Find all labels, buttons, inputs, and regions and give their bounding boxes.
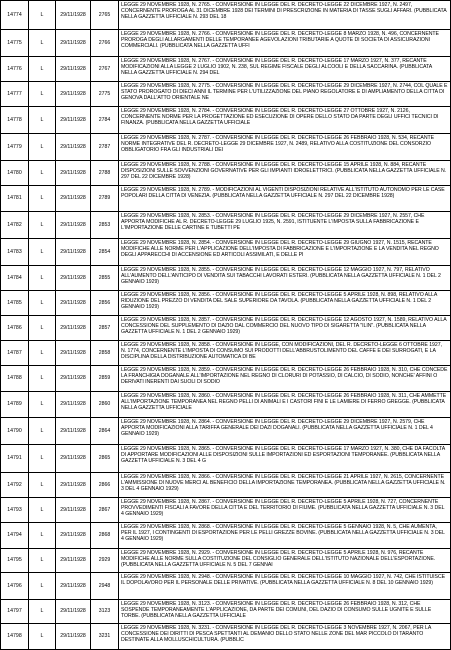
act-description: LEGGE 29 NOVEMBRE 1928, N. 2859. - CONVERSIONE IN LEGGE DEL R. DECRETO-LEGGE 26 FEBBRAIO 1928, N. 310, CHE CONCEDE LA FRANCHIGIA DOGANALE ALL'IMPORTAZIONE NEL REGNO DI CLORURI DI POTASSIO, DI CALCIO, DI SODIO, NONCHE' AFFINI O DERIVATI INERENTI DAI SUOLI DI SODIO — [121, 367, 448, 386]
act-type: L — [29, 600, 56, 623]
act-type: L — [29, 1, 56, 29]
act-description: LEGGE 29 NOVEMBRE 1928, N. 2854. - CONVERSIONE IN LEGGE DEL R. DECRETO-LEGGE 29 GIUGNO 1927, N. 1515, RECANTE MODIFICHE ALLE NORME PER L'APPLICAZIONE DELL'IMPOSTA DI FABBRICAZIONE E L'IMPORTAZIONE E LA VENDITA NEL REGNO DEGLI APPARECCHI DI ACCENSIONE ED ARTICOLI ASSIMILATI, E DELLE PI — [121, 240, 439, 259]
act-type: L — [29, 341, 56, 365]
table-row — [1, 365, 450, 391]
act-type: L — [29, 418, 56, 444]
table-row — [1, 572, 450, 599]
act-type: L — [29, 366, 56, 391]
record-number: 14792 — [1, 473, 29, 497]
act-number: 2855 — [91, 266, 119, 290]
act-description: LEGGE 29 NOVEMBRE 1928, N. 2767. - CONVERSIONE IN LEGGE DEL R. DECRETO-LEGGE 17 MARZO 1927, N. 377, RECANTE MODIFICAZIONI ALLA LEGGE 2 LUGLIO 1902, N. 238, SUL REGIME FISCALE DEGLI ALCOOLI E DELLA SACCARINA. (PUBBLICATA NELLA GAZZETTA UFFICIALE N. 294 DEL — [121, 58, 432, 77]
act-number: 2767 — [91, 57, 119, 81]
act-number: 2766 — [91, 30, 119, 56]
record-number: 14776 — [1, 57, 29, 81]
record-number: 14794 — [1, 523, 29, 548]
table-row — [1, 211, 450, 238]
act-date: 29/11/1928 — [56, 316, 91, 340]
act-date: 29/11/1928 — [56, 600, 91, 623]
act-date: 29/11/1928 — [56, 473, 91, 497]
table-row — [1, 472, 450, 497]
record-number: 14778 — [1, 107, 29, 133]
act-date: 29/11/1928 — [56, 573, 91, 599]
table-row — [1, 290, 450, 315]
act-number: 2868 — [91, 523, 119, 548]
act-description: LEGGE 29 NOVEMBRE 1928, N. 2775. - CONVERSIONE IN LEGGE DEL R. DECRETO-LEGGE 29 DICEMBRE 1927, N. 2744, COL QUALE E STATO PROROGATO DI DIECI ANNI IL TERMINE PER L'UTILIZZAZIONE DEL PIANO REGOLATORE E DI AMPLIAMENTO DELLA CITTA DI GENOVA DALL'ATTO ORIENTALE NE — [121, 83, 448, 102]
act-number: 2857 — [91, 316, 119, 340]
record-number: 14798 — [1, 624, 29, 649]
act-number: 2856 — [91, 291, 119, 315]
act-number: 2784 — [91, 107, 119, 133]
act-number: 2765 — [91, 1, 119, 29]
table-row — [1, 548, 450, 572]
act-description: LEGGE 29 NOVEMBRE 1928, N. 2858. - CONVERSIONE IN LEGGE, CON MODIFICAZIONI, DEL R. DECRETO-LEGGE 6 OTTOBRE 1927, N. 1774, CONCERNENTE L'IMPOSTA DI CONSUMO SUI PRODOTTI DELL'ABBRUSTOLIMENTO DEL CAFFE E DEI SURROGATI, E LA DISCIPLINA DELLA DISTRIBUZIONE AUTOMATICA DI BE — [121, 342, 442, 361]
act-number: 2775 — [91, 82, 119, 106]
act-type: L — [29, 523, 56, 548]
act-description: LEGGE 29 NOVEMBRE 1928, N. 2788. - CONVERSIONE IN LEGGE DEL R. DECRETO-LEGGE 15 APRILE 1928, N. 884, RECANTE DISPOSIZIONI SULLE SOVVENZIONI GOVERNATIVE PER GLI IMPIANTI IDROELETTRICI. (PUBBLICATA NELLA GAZZETTA UFFICIALE N. 297 DEL 22 DICEMBRE 1928) — [121, 162, 447, 181]
act-date: 29/11/1928 — [56, 212, 91, 238]
table-row — [1, 391, 450, 417]
table-row — [1, 497, 450, 522]
act-date: 29/11/1928 — [56, 82, 91, 106]
record-number: 14785 — [1, 291, 29, 315]
record-number: 14793 — [1, 498, 29, 522]
act-date: 29/11/1928 — [56, 341, 91, 365]
record-number: 14779 — [1, 134, 29, 160]
act-description: LEGGE 29 NOVEMBRE 1928, N. 2765. - CONVERSIONE IN LEGGE DEL R. DECRETO-LEGGE 22 DICEMBRE 1927, N. 2497, CONCERNENTE PROROGA AL 31 DICEMBRE 1928 DEI TERMINI DI PRESCRIZIONE IN MATERIA DI TASSE SUGLI AFFARI. (PUBBLICATA NELLA GAZZETTA UFFICIALE N. 293 DEL 18 — [121, 2, 447, 21]
act-number: 2858 — [91, 341, 119, 365]
act-number: 2854 — [91, 239, 119, 265]
act-number: 2789 — [91, 186, 119, 211]
act-description: LEGGE 29 NOVEMBRE 1928, N. 2853. - CONVERSIONE IN LEGGE DEL R. DECRETO-LEGGE 29 DICEMBRE 1927, N. 2557, CHE APPORTA MODIFICHE AL R. DECRETO-LEGGE 29 LUGLIO 1925, N. 2591, ISTITUENTE L'IMPOSTA SULLA FABBRICAZIONE E L'IMPORTAZIONE DELLE CARTINE E TUBETTI PE — [121, 213, 425, 232]
record-number: 14789 — [1, 392, 29, 417]
act-type: L — [29, 239, 56, 265]
act-description: LEGGE 29 NOVEMBRE 1928, N. 2766. - CONVERSIONE IN LEGGE DEL R. DECRETO-LEGGE 8 MARZO 1928, N. 496, CONCERNENTE PROROGA DEGLI ALLARGAMENTI DELLE TEMPORANEE AGEVOLAZIONI TRIBUTARIE A QUOTE DI SOCIETA DI ASSICURAZIONI COMMERCIALI. (PUBBLICATA NELLA GAZZETTA UFFI — [121, 31, 439, 50]
act-number: 2860 — [91, 392, 119, 417]
act-date: 29/11/1928 — [56, 523, 91, 548]
act-number: 2787 — [91, 134, 119, 160]
record-number: 14797 — [1, 600, 29, 623]
record-number: 14795 — [1, 549, 29, 572]
act-number: 2865 — [91, 445, 119, 472]
act-description: LEGGE 29 NOVEMBRE 1928, N. 3123. - CONVERSIONE IN LEGGE DEL R. DECRETO-LEGGE 26 FEBBRAIO 1928, N. 312, CHE SOSPENDE TEMPORANEAMENTE L'APPLICAZIONE, DA PARTE DEI COMUNI, DEL DAZIO DI CONSUMO SULLE UGNITE E SULLE TORBE. (PUBBLICATA NELLA GAZZETTA UFFICIALE — [121, 601, 432, 620]
table-row — [1, 238, 450, 265]
act-description: LEGGE 29 NOVEMBRE 1928, N. 2867. - CONVERSIONE IN LEGGE DEL R. DECRETO-LEGGE 5 APRILE 1928, N. 727, CONCERNENTE PROVVEDIMENTI FISCALI A FAVORE DELLA CITTA E DEL TERRITORIO DI FIUME. (PUBBLICATA NELLA GAZZETTA UFFICIALE N. 3 DEL 4 GENNAIO 1929) — [121, 499, 445, 518]
act-number: 2788 — [91, 161, 119, 185]
act-date: 29/11/1928 — [56, 445, 91, 472]
act-date: 29/11/1928 — [56, 291, 91, 315]
act-type: L — [29, 134, 56, 160]
act-date: 29/11/1928 — [56, 1, 91, 29]
act-date: 29/11/1928 — [56, 57, 91, 81]
act-type: L — [29, 57, 56, 81]
table-row — [1, 340, 450, 365]
act-date: 29/11/1928 — [56, 186, 91, 211]
act-type: L — [29, 316, 56, 340]
act-description: LEGGE 29 NOVEMBRE 1928, N. 2857. - CONVERSIONE IN LEGGE DEL R. DECRETO-LEGGE 12 AGOSTO 1927, N. 1589, RELATIVO ALLA CONCESSIONE DEL SUPPLEMENTO DI DAZIO DAL COMMERCIO DEL NUOVO TIPO DI SIGARETTA "ILIN". (PUBBLICATA NELLA GAZZETTA UFFICIALE N. 1 DEL 2 GENNAIO 1929) — [121, 317, 447, 336]
act-description: LEGGE 29 NOVEMBRE 1928, N. 3231. - CONVERSIONE IN LEGGE DEL R. DECRETO-LEGGE 3 NOVEMBRE 1927, N. 2067, PER LA CONCESSIONE DEI DIRITTI DI PESCA SPETTANTI AL DEMANIO DELLO STATO NELLE ZONE DEL MAR PICCOLO DI TARANTO DESTINATE ALLA MOLLUSCHICULTURA. (PUBBLIC — [121, 625, 431, 644]
act-type: L — [29, 82, 56, 106]
table-row — [1, 623, 450, 649]
record-number: 14786 — [1, 316, 29, 340]
record-number: 14777 — [1, 82, 29, 106]
act-type: L — [29, 624, 56, 649]
act-number: 3231 — [91, 624, 119, 649]
act-date: 29/11/1928 — [56, 366, 91, 391]
act-description: LEGGE 29 NOVEMBRE 1928, N. 2784. - CONVERSIONE IN LEGGE DEL R. DECRETO-LEGGE 27 OTTOBRE 1927, N. 2126, CONCERNENTE NORME PER LA PROGETTAZIONE ED ESECUZIONE DI OPERE DELLO STATO DA PARTE DEGLI UFFICI TECNICI DI FINANZA. (PUBBLICATA NELLA GAZZETTA UFFICIALE — [121, 108, 439, 127]
table-row — [1, 522, 450, 548]
act-description: LEGGE 29 NOVEMBRE 1928, N. 2864. - CONVERSIONE IN LEGGE DEL R. DECRETO-LEGGE 29 DICEMBRE 1927, N. 2579, CHE APPORTA MODIFICAZIONI ALLA TARIFFA GENERALE DEI DAZI DOGANALI. (PUBBLICATA NELLA GAZZETTA UFFICIALE N. 1 DEL 4 GENNAIO 1929) — [121, 419, 433, 438]
table-row — [1, 315, 450, 340]
act-date: 29/11/1928 — [56, 134, 91, 160]
act-number: 3123 — [91, 600, 119, 623]
act-description: LEGGE 29 NOVEMBRE 1928, N. 2929. - CONVERSIONE IN LEGGE DEL R. DECRETO-LEGGE 5 APRILE 1928, N. 976, RECANTE MODIFICHE ALLE NORME SULLA COSTITUZIONE DEL CONSIGLIO GENERALE DELL'ISTITUTO NAZIONALE DELL'ESPORTAZIONE. (PUBBLICATA NELLA GAZZETTA UFFICIALE N. 5 DEL 7 GENNAI — [121, 550, 436, 569]
act-number: 2853 — [91, 212, 119, 238]
record-number: 14791 — [1, 445, 29, 472]
act-description: LEGGE 29 NOVEMBRE 1928, N. 2865. - CONVERSIONE IN LEGGE DEL R. DECRETO-LEGGE 17 MARZO 1927, N. 380, CHE DA FACOLTA DI APPORTARE MODIFICAZIONI ALLE DISPOSIZIONI SULLE IMPORTAZIONI ED ESPORTAZIONI TEMPORANEE. (PUBBLICATA NELLA GAZZETTA UFFICIALE N. 3 DEL 4 G — [121, 446, 445, 465]
act-description: LEGGE 29 NOVEMBRE 1928, N. 2855. - CONVERSIONE IN LEGGE DEL R. DECRETO-LEGGE 12 MAGGIO 1927, N. 797, RELATIVO ALL'AUMENTO DELL'ANTICIPO DI VENDITA SUI TABACCHI LAVORATI ESTERI. (PUBBLICATA NELLA GAZZETTA UFFICIALE N. 1 DEL 2 GENNAIO 1929) — [121, 267, 441, 286]
act-description: LEGGE 29 NOVEMBRE 1928, N. 2856. - CONVERSIONE IN LEGGE DEL R. DECRETO-LEGGE 5 APRILE 1928, N. 898, RELATIVO ALLA RIDUZIONE DEL PREZZO DI VENDITA DEL SALE SUPERIORE DA TAVOLA. (PUBBLICATA NELLA GAZZETTA UFFICIALE N. 1 DEL 2 GENNAIO 1929) — [121, 292, 438, 311]
act-number: 2929 — [91, 549, 119, 572]
table-row — [1, 185, 450, 211]
act-date: 29/11/1928 — [56, 107, 91, 133]
table-row — [1, 265, 450, 290]
act-type: L — [29, 30, 56, 56]
record-number: 14790 — [1, 418, 29, 444]
table-row — [1, 160, 450, 185]
table-row — [1, 106, 450, 133]
act-date: 29/11/1928 — [56, 498, 91, 522]
act-number: 2867 — [91, 498, 119, 522]
act-type: L — [29, 186, 56, 211]
record-number: 14783 — [1, 239, 29, 265]
act-number: 2864 — [91, 418, 119, 444]
record-number: 14796 — [1, 573, 29, 599]
table-row — [1, 56, 450, 81]
table-row — [1, 599, 450, 623]
table-row — [1, 133, 450, 160]
act-number: 2859 — [91, 366, 119, 391]
record-number: 14782 — [1, 212, 29, 238]
act-type: L — [29, 161, 56, 185]
act-description: LEGGE 29 NOVEMBRE 1928, N. 2948. - CONVERSIONE IN LEGGE DEL R. DECRETO-LEGGE 10 MAGGIO 1927, N. 742, CHE ISTITUISCE IL DOPOLAVORO PER IL PERSONALE DELLE PRIVATIVE. (PUBBLICATA NELLA GAZZETTA UFFICIALE N. 8 DEL 10 GENNAIO 1929) — [121, 574, 446, 587]
act-date: 29/11/1928 — [56, 30, 91, 56]
record-number: 14781 — [1, 186, 29, 211]
record-number: 14774 — [1, 1, 29, 29]
act-type: L — [29, 212, 56, 238]
act-date: 29/11/1928 — [56, 624, 91, 649]
table-row — [1, 1, 450, 29]
table-row — [1, 444, 450, 472]
act-date: 29/11/1928 — [56, 418, 91, 444]
table-row — [1, 417, 450, 444]
act-description: LEGGE 29 NOVEMBRE 1928, N. 2868. - CONVERSIONE IN LEGGE DEL R. DECRETO-LEGGE 5 GENNAIO 1928, N. 5, CHE AUMENTA, PER IL 1927, I CONTINGENTI DI ESPORTAZIONE PER LE PELLI GREZZE BOVINE. (PUBBLICATA NELLA GAZZETTA UFFICIALE N. 3 DEL 4 GENNAIO 1929) — [121, 524, 445, 543]
record-number: 14780 — [1, 161, 29, 185]
table-row — [1, 29, 450, 56]
act-type: L — [29, 107, 56, 133]
act-type: L — [29, 445, 56, 472]
act-date: 29/11/1928 — [56, 266, 91, 290]
act-type: L — [29, 291, 56, 315]
act-number: 2948 — [91, 573, 119, 599]
act-date: 29/11/1928 — [56, 239, 91, 265]
act-type: L — [29, 549, 56, 572]
act-type: L — [29, 473, 56, 497]
act-type: L — [29, 573, 56, 599]
record-number: 14784 — [1, 266, 29, 290]
act-type: L — [29, 498, 56, 522]
act-description: LEGGE 29 NOVEMBRE 1928, N. 2860. - CONVERSIONE IN LEGGE DEL R. DECRETO-LEGGE 26 FEBBRAIO 1928, N. 311, CHE AMMETTE ALL'IMPORTAZIONE TEMPORANEA NEL REGNO PELLI DI ANIMALI E I CASTORI FINI E LE LAMIERE DI FERRO GREGGE. (PUBBLICATA NELLA GAZZETTA UFFICIALE — [121, 393, 447, 412]
act-date: 29/11/1928 — [56, 392, 91, 417]
act-number: 2866 — [91, 473, 119, 497]
record-number: 14775 — [1, 30, 29, 56]
act-description: LEGGE 29 NOVEMBRE 1928, N. 2789. - MODIFICAZIONI AL VIGENTI DISPOSIZIONI RELATIVE ALL'ISTITUTO AUTONOMO PER LE CASE POPOLARI DELLA CITTA DI VENEZIA. (PUBBLICATA NELLA GAZZETTA UFFICIALE N. 297 DEL 22 DICEMBRE 1928) — [121, 187, 445, 200]
act-description: LEGGE 29 NOVEMBRE 1928, N. 2866. - CONVERSIONE IN LEGGE DEL R. DECRETO-LEGGE 21 APRILE 1927, N. 2615, CONCERNENTE L'AMMISSIONE DI NUOVE MERCI AL BENEFICIO DELLA IMPORTAZIONE TEMPORANEA. (PUBBLICATA NELLA GAZZETTA UFFICIALE N. 3 DEL 4 GENNAIO 1929) — [121, 474, 446, 493]
record-number: 14787 — [1, 341, 29, 365]
act-date: 29/11/1928 — [56, 549, 91, 572]
act-date: 29/11/1928 — [56, 161, 91, 185]
record-number: 14788 — [1, 366, 29, 391]
act-type: L — [29, 392, 56, 417]
act-description: LEGGE 29 NOVEMBRE 1928, N. 2787. - CONVERSIONE IN LEGGE DEL R. DECRETO-LEGGE 26 FEBBRAIO 1928, N. 534, RECANTE NORME INTEGRATIVE DEL R. DECRETO-LEGGE 29 DICEMBRE 1927, N. 2489, RELATIVO ALLA COSTITUZIONE DEL CONSORZIO OBBLIGATORIO FRA GLI INDUSTRIALI DEI — [121, 135, 435, 154]
act-type: L — [29, 266, 56, 290]
table-row — [1, 81, 450, 106]
